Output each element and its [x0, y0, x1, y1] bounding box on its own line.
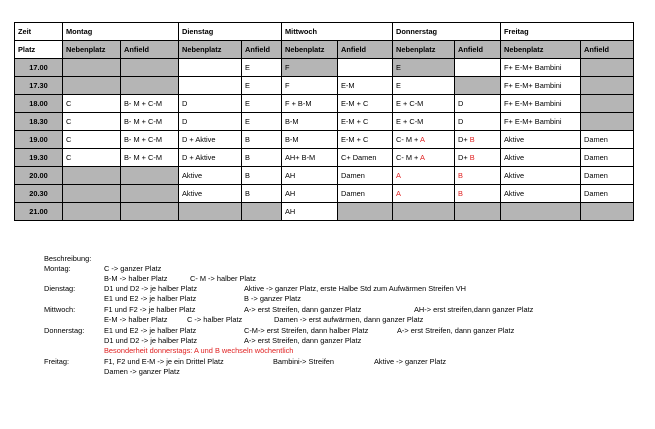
cell-freitag-anfield: Damen [581, 131, 634, 149]
field-header-row [15, 41, 634, 59]
dienstag-label: Dienstag: [44, 284, 76, 293]
schedule-row [15, 185, 634, 203]
cell-montag-anfield: B- M + C-M [121, 95, 179, 113]
cell-dienstag-anfield [242, 203, 282, 221]
cell-freitag-nebenplatz: F+ E-M+ Bambini [501, 113, 581, 131]
mittwoch-line-1b: A-> erst Streifen, dann ganzer Platz [244, 305, 362, 314]
cell-donnerstag-nebenplatz: E [393, 59, 455, 77]
donnerstag-line-2a: D1 und D2 -> je halber Platz [104, 336, 198, 345]
time-cell: 20.30 [15, 185, 63, 203]
cell-donnerstag-anfield: D+ B [455, 149, 501, 167]
cell-montag-nebenplatz: C [63, 113, 121, 131]
freitag-label: Freitag: [44, 357, 70, 366]
donnerstag-line-1b: C-M-> erst Streifen, dann halber Platz [244, 326, 369, 335]
cell-montag-nebenplatz [63, 185, 121, 203]
anfield-header: Anfield [581, 41, 634, 59]
cell-donnerstag-anfield [455, 203, 501, 221]
dienstag-line-2b: B -> ganzer Platz [244, 294, 301, 303]
cell-freitag-nebenplatz: F+ E-M+ Bambini [501, 59, 581, 77]
schedule-row [15, 95, 634, 113]
schedule-row [15, 131, 634, 149]
cell-mittwoch-nebenplatz: AH+ B-M [282, 149, 338, 167]
time-cell: 20.00 [15, 167, 63, 185]
anfield-header: Anfield [242, 41, 282, 59]
cell-montag-anfield: B- M + C-M [121, 149, 179, 167]
cell-freitag-anfield: Damen [581, 167, 634, 185]
training-schedule-table [14, 22, 634, 221]
mittwoch-line-1a: F1 und F2 -> je halber Platz [104, 305, 196, 314]
cell-donnerstag-nebenplatz: C- M + A [393, 131, 455, 149]
mittwoch-line-2c: Damen -> erst aufwärmen, dann ganzer Platz [274, 315, 424, 324]
cell-montag-nebenplatz: C [63, 95, 121, 113]
cell-mittwoch-anfield: Damen [338, 185, 393, 203]
cell-montag-nebenplatz [63, 203, 121, 221]
nebenplatz-header: Nebenplatz [393, 41, 455, 59]
cell-donnerstag-anfield: B [455, 167, 501, 185]
dienstag-line-1a: D1 und D2 -> je halber Platz [104, 284, 198, 293]
cell-donnerstag-nebenplatz: E [393, 77, 455, 95]
cell-freitag-nebenplatz: Aktive [501, 185, 581, 203]
cell-dienstag-anfield: B [242, 167, 282, 185]
nebenplatz-header: Nebenplatz [179, 41, 242, 59]
nebenplatz-header: Nebenplatz [501, 41, 581, 59]
day-header-montag: Montag [63, 23, 179, 41]
cell-montag-anfield [121, 77, 179, 95]
day-header-dienstag: Dienstag [179, 23, 282, 41]
cell-donnerstag-anfield: D [455, 95, 501, 113]
cell-mittwoch-nebenplatz: AH [282, 167, 338, 185]
mittwoch-label: Mittwoch: [44, 305, 76, 314]
time-cell: 21.00 [15, 203, 63, 221]
cell-freitag-anfield [581, 77, 634, 95]
cell-dienstag-nebenplatz: D + Aktive [179, 131, 242, 149]
cell-freitag-anfield: Damen [581, 149, 634, 167]
cell-mittwoch-nebenplatz: AH [282, 185, 338, 203]
cell-dienstag-anfield: E [242, 77, 282, 95]
day-header-donnerstag: Donnerstag [393, 23, 501, 41]
cell-mittwoch-anfield [338, 59, 393, 77]
cell-donnerstag-nebenplatz [393, 203, 455, 221]
cell-dienstag-nebenplatz [179, 77, 242, 95]
cell-dienstag-anfield: B [242, 185, 282, 203]
cell-donnerstag-anfield [455, 77, 501, 95]
cell-dienstag-nebenplatz [179, 59, 242, 77]
cell-dienstag-nebenplatz: Aktive [179, 167, 242, 185]
cell-mittwoch-nebenplatz: AH [282, 203, 338, 221]
cell-montag-nebenplatz: C [63, 131, 121, 149]
day-header-freitag: Freitag [501, 23, 634, 41]
mittwoch-line-2a: E-M -> halber Platz [104, 315, 168, 324]
cell-freitag-anfield [581, 95, 634, 113]
freitag-line-2: Damen -> ganzer Platz [104, 367, 180, 376]
cell-mittwoch-nebenplatz: B-M [282, 113, 338, 131]
cell-donnerstag-nebenplatz: A [393, 167, 455, 185]
cell-mittwoch-anfield: C+ Damen [338, 149, 393, 167]
cell-freitag-anfield: Damen [581, 185, 634, 203]
cell-dienstag-anfield: E [242, 59, 282, 77]
cell-montag-anfield [121, 203, 179, 221]
mittwoch-line-2b: C -> halber Platz [187, 315, 243, 324]
montag-line-2a: B-M -> halber Platz [104, 274, 168, 283]
cell-donnerstag-anfield: D [455, 113, 501, 131]
cell-freitag-nebenplatz [501, 203, 581, 221]
donnerstag-line-2b: A-> erst Streifen, dann ganzer Platz [244, 336, 362, 345]
cell-dienstag-nebenplatz [179, 203, 242, 221]
cell-freitag-anfield [581, 203, 634, 221]
description-heading: Beschreibung: [44, 254, 92, 263]
nebenplatz-header: Nebenplatz [282, 41, 338, 59]
cell-freitag-nebenplatz: Aktive [501, 167, 581, 185]
cell-donnerstag-nebenplatz: C- M + A [393, 149, 455, 167]
cell-montag-anfield [121, 167, 179, 185]
cell-montag-anfield: B- M + C-M [121, 131, 179, 149]
donnerstag-label: Donnerstag: [44, 326, 85, 335]
cell-freitag-nebenplatz: F+ E-M+ Bambini [501, 77, 581, 95]
cell-donnerstag-nebenplatz: E + C-M [393, 95, 455, 113]
description-block [44, 254, 644, 424]
cell-donnerstag-anfield: B [455, 185, 501, 203]
anfield-header: Anfield [338, 41, 393, 59]
cell-mittwoch-anfield [338, 203, 393, 221]
time-cell: 18.30 [15, 113, 63, 131]
dienstag-line-1b: Aktive -> ganzer Platz, erste Halbe Std zum Aufwärmen Streifen VH [244, 284, 467, 293]
mittwoch-line-1c: AH-> erst streifen,dann ganzer Platz [414, 305, 534, 314]
anfield-header: Anfield [121, 41, 179, 59]
cell-mittwoch-anfield: E-M [338, 77, 393, 95]
cell-mittwoch-anfield: E-M + C [338, 131, 393, 149]
donnerstag-line-1a: E1 und E2 -> je halber Platz [104, 326, 197, 335]
montag-line-2b: C- M -> halber Platz [190, 274, 256, 283]
time-cell: 18.00 [15, 95, 63, 113]
dienstag-line-2a: E1 und E2 -> je halber Platz [104, 294, 197, 303]
cell-montag-anfield [121, 59, 179, 77]
schedule-row [15, 59, 634, 77]
cell-dienstag-nebenplatz: D + Aktive [179, 149, 242, 167]
cell-mittwoch-nebenplatz: B-M [282, 131, 338, 149]
donnerstag-special-note: Besonderheit donnerstags: A und B wechseln wöchentlich [104, 346, 294, 355]
cell-mittwoch-nebenplatz: F [282, 59, 338, 77]
cell-donnerstag-nebenplatz: A [393, 185, 455, 203]
cell-mittwoch-anfield: Damen [338, 167, 393, 185]
zeit-header: Zeit [15, 23, 63, 41]
cell-mittwoch-anfield: E-M + C [338, 113, 393, 131]
freitag-line-1c: Aktive -> ganzer Platz [374, 357, 447, 366]
cell-mittwoch-nebenplatz: F + B-M [282, 95, 338, 113]
schedule-row [15, 203, 634, 221]
schedule-row [15, 167, 634, 185]
nebenplatz-header: Nebenplatz [63, 41, 121, 59]
cell-montag-anfield [121, 185, 179, 203]
cell-dienstag-nebenplatz: Aktive [179, 185, 242, 203]
freitag-line-1a: F1, F2 und E-M -> je ein Drittel Platz [104, 357, 224, 366]
day-header-row [15, 23, 634, 41]
cell-mittwoch-anfield: E-M + C [338, 95, 393, 113]
time-cell: 19.30 [15, 149, 63, 167]
cell-montag-nebenplatz: C [63, 149, 121, 167]
cell-dienstag-nebenplatz: D [179, 95, 242, 113]
montag-label: Montag: [44, 264, 71, 273]
schedule-row [15, 113, 634, 131]
time-cell: 17.00 [15, 59, 63, 77]
cell-donnerstag-anfield [455, 59, 501, 77]
montag-line-1: C -> ganzer Platz [104, 264, 162, 273]
cell-dienstag-anfield: E [242, 113, 282, 131]
cell-freitag-anfield [581, 59, 634, 77]
time-cell: 19.00 [15, 131, 63, 149]
day-header-mittwoch: Mittwoch [282, 23, 393, 41]
cell-freitag-nebenplatz: Aktive [501, 149, 581, 167]
cell-freitag-anfield [581, 113, 634, 131]
schedule-row [15, 77, 634, 95]
cell-freitag-nebenplatz: Aktive [501, 131, 581, 149]
cell-donnerstag-anfield: D+ B [455, 131, 501, 149]
cell-montag-nebenplatz [63, 59, 121, 77]
donnerstag-line-1c: A-> erst Streifen, dann ganzer Platz [397, 326, 515, 335]
anfield-header: Anfield [455, 41, 501, 59]
cell-dienstag-anfield: E [242, 95, 282, 113]
cell-freitag-nebenplatz: F+ E-M+ Bambini [501, 95, 581, 113]
cell-dienstag-nebenplatz: D [179, 113, 242, 131]
cell-donnerstag-nebenplatz: E + C-M [393, 113, 455, 131]
cell-montag-nebenplatz [63, 77, 121, 95]
cell-montag-nebenplatz [63, 167, 121, 185]
schedule-row [15, 149, 634, 167]
freitag-line-1b: Bambini-> Streifen [273, 357, 335, 366]
cell-montag-anfield: B- M + C-M [121, 113, 179, 131]
platz-header: Platz [15, 41, 63, 59]
cell-dienstag-anfield: B [242, 131, 282, 149]
time-cell: 17.30 [15, 77, 63, 95]
cell-dienstag-anfield: B [242, 149, 282, 167]
cell-mittwoch-nebenplatz: F [282, 77, 338, 95]
